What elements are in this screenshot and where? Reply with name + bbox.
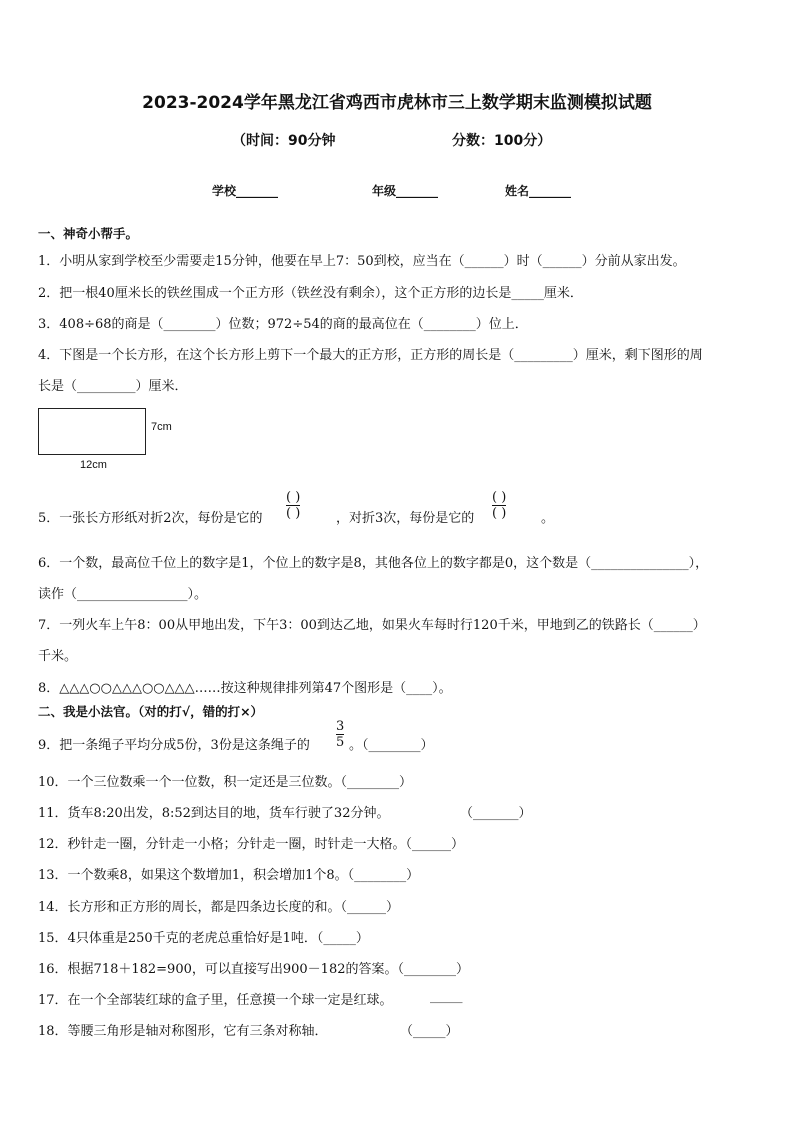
grade-field[interactable]: 年级_______ — [372, 184, 439, 198]
question-9-fraction — [336, 720, 344, 749]
question-17-answer-blank[interactable]: _____ — [430, 989, 463, 1004]
question-5-text-b: ，对折3次，每份是它的 — [336, 511, 475, 526]
exam-time: （时间：90分钟 — [232, 133, 336, 149]
question-18: 18．等腰三角形是轴对称图形，它有三条对称轴． — [38, 1024, 328, 1039]
question-10: 10．一个三位数乘一个一位数，积一定还是三位数。（________） — [38, 775, 413, 790]
rectangle-width-label: 7cm — [151, 421, 172, 433]
question-5-fraction-2 — [492, 491, 506, 520]
question-3: 3．408÷68的商是（________）位数；972÷54的商的最高位在（________）位上． — [38, 317, 528, 332]
section-1-heading: 一、神奇小帮手。 — [38, 226, 139, 241]
question-13: 13．一个数乘8，如果这个数增加1，积会增加1个8。（________） — [38, 868, 420, 883]
rectangle-figure — [38, 408, 146, 455]
fraction-denominator-blank[interactable]: ( ) — [492, 506, 507, 521]
name-field[interactable]: 姓名_______ — [505, 184, 572, 198]
question-9-text-a: 9．把一条绳子平均分成5份，3份是这条绳子的 — [38, 738, 310, 753]
question-6-line1: 6．一个数，最高位千位上的数字是1，个位上的数字是8，其他各位上的数字都是0，这个数是（_______________）， — [38, 556, 709, 571]
question-7-line2: 千米。 — [38, 649, 78, 664]
fraction-denominator: 5 — [336, 735, 345, 750]
question-1: 1．小明从家到学校至少需要走15分钟，他要在早上7：50到校，应当在（______）时（______）分前从家出发。 — [38, 254, 686, 269]
rectangle-length-label: 12cm — [80, 459, 107, 471]
fraction-numerator: 3 — [336, 719, 345, 734]
fraction-denominator-blank[interactable]: ( ) — [286, 506, 301, 521]
question-12: 12．秒针走一圈，分针走一小格；分针走一圈，时针走一大格。（______） — [38, 837, 465, 852]
question-14: 14．长方形和正方形的周长，都是四条边长度的和。（______） — [38, 900, 400, 915]
school-field[interactable]: 学校_______ — [212, 184, 279, 198]
question-6-line2: 读作（_________________）。 — [38, 587, 208, 602]
question-4-line2: 长是（_________）厘米． — [38, 379, 188, 394]
fraction-numerator-blank[interactable]: ( ) — [492, 490, 507, 505]
exam-score: 分数：100分） — [452, 133, 552, 149]
question-16: 16．根据718＋182=900，可以直接写出900－182的答案。（________） — [38, 962, 469, 977]
question-8: 8．△△△○○△△△○○△△△……按这种规律排列第47个图形是（____）。 — [38, 681, 452, 696]
question-17: 17．在一个全部装红球的盒子里，任意摸一个球一定是红球。 — [38, 993, 393, 1008]
question-5-fraction-1 — [286, 491, 300, 520]
question-7-line1: 7．一列火车上午8：00从甲地出发，下午3：00到达乙地，如果火车每时行120千米，甲地到乙的铁路长（______） — [38, 618, 706, 633]
question-11-answer-blank[interactable]: （_______） — [460, 806, 532, 821]
question-18-answer-blank[interactable]: （_____） — [400, 1024, 459, 1039]
question-5-text-c: 。 — [541, 511, 555, 526]
question-4-line1: 4．下图是一个长方形，在这个长方形上剪下一个最大的正方形，正方形的周长是（_________）厘米，剩下图形的周 — [38, 348, 703, 363]
fraction-numerator-blank[interactable]: ( ) — [286, 490, 301, 505]
question-15: 15．4只体重是250千克的老虎总重恰好是1吨．（_____） — [38, 931, 369, 946]
question-5-text-a: 5．一张长方形纸对折2次，每份是它的 — [38, 511, 263, 526]
section-2-heading: 二、我是小法官。（对的打√，错的打×） — [38, 704, 264, 719]
page-title: 2023-2024学年黑龙江省鸡西市虎林市三上数学期末监测模拟试题 — [142, 93, 652, 113]
question-9-text-b: 。（________） — [349, 738, 434, 753]
question-2: 2．把一根40厘米长的铁丝围成一个正方形（铁丝没有剩余），这个正方形的边长是_____厘米． — [38, 286, 583, 301]
question-11: 11．货车8:20出发，8:52到达目的地，货车行驶了32分钟。 — [38, 806, 390, 821]
